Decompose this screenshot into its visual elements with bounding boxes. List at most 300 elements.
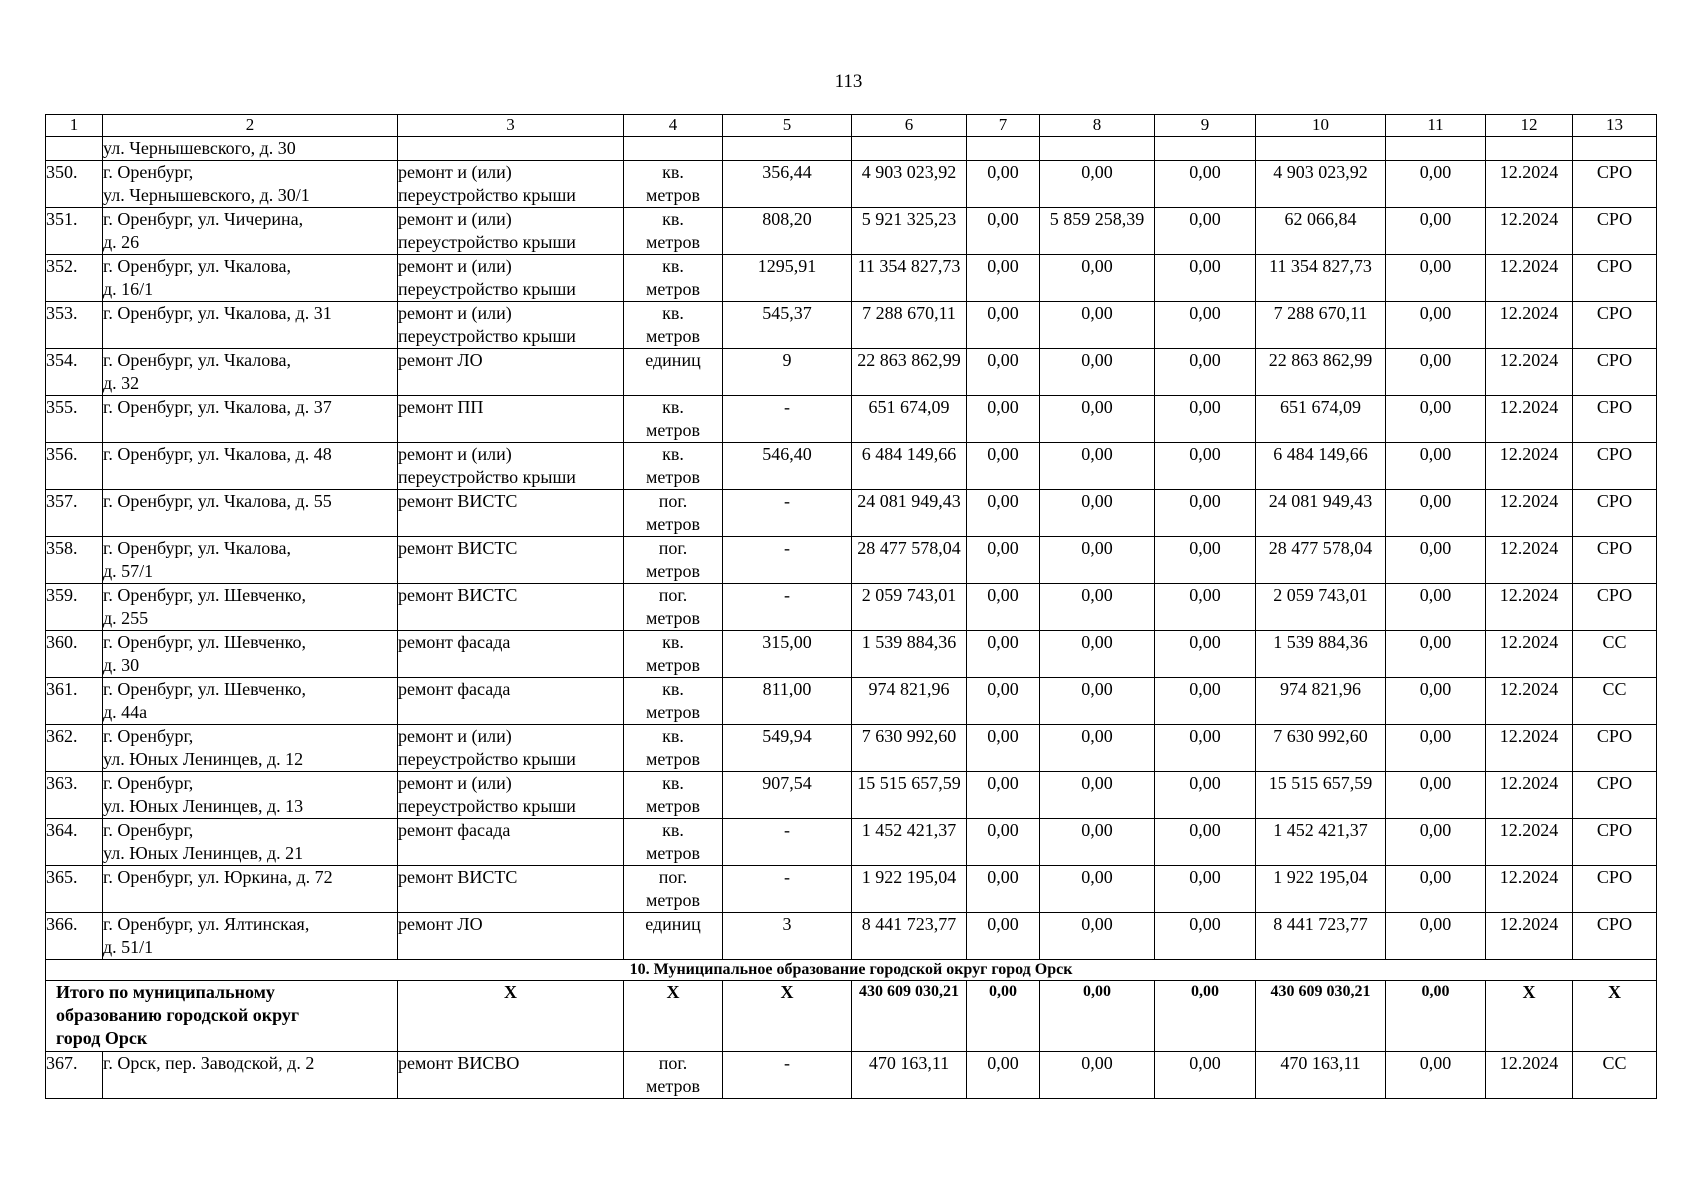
value-cell-c6: 15 515 657,59 [852,772,967,819]
work-type-cell [398,443,624,490]
total-cell-c7: 0,00 [967,981,1040,1052]
line-1: г. Оренбург, ул. Ялтинская, [103,914,310,934]
line-1: пог. [658,538,688,558]
value-cell-c7: 0,00 [967,490,1040,537]
value-cell-c10: 22 863 862,99 [1256,349,1386,396]
value-cell-c12: 12.2024 [1486,490,1573,537]
line-2: д. 255 [103,608,149,628]
line-1: ремонт и (или) [398,209,512,229]
unit-cell [624,255,723,302]
line-2: переустройство крыши [398,749,576,769]
row-number-cell: 361. [46,678,103,725]
row-number-cell: 354. [46,349,103,396]
total-cell-c9: 0,00 [1155,981,1256,1052]
address-cell [103,161,398,208]
value-cell-c5: 3 [723,913,852,960]
line-1: г. Оренбург, ул. Чичерина, [103,209,304,229]
line-2: переустройство крыши [398,185,576,205]
value-cell-c11: 0,00 [1386,537,1486,584]
column-number: 5 [723,115,852,137]
line-2: метров [646,467,700,487]
value-cell-c5: 315,00 [723,631,852,678]
value-cell-c9: 0,00 [1155,349,1256,396]
line-1: пог. [658,1053,688,1073]
work-type-cell [398,678,624,725]
value-cell-c12: 12.2024 [1486,819,1573,866]
total-row [46,981,1657,1052]
column-number: 6 [852,115,967,137]
line-2: метров [646,655,700,675]
value-cell-c5: - [723,1052,852,1099]
contractor-type-cell: СРО [1573,161,1657,208]
address-cell [103,866,398,913]
value-cell-c8: 0,00 [1040,490,1155,537]
line-1: г. Оренбург, [103,820,194,840]
column-number: 3 [398,115,624,137]
value-cell-c7: 0,00 [967,255,1040,302]
table-row [46,161,1657,208]
repair-program-table [45,114,1657,1099]
value-cell-c8: 0,00 [1040,537,1155,584]
line-1: единиц [645,914,701,934]
row-number-cell: 350. [46,161,103,208]
line-1: кв. [662,444,684,464]
line-2: метров [646,561,700,581]
line-1: кв. [662,303,684,323]
address-cell [103,913,398,960]
unit-cell [624,349,723,396]
value-cell-c10: 1 452 421,37 [1256,819,1386,866]
line-1: г. Оренбург, ул. Шевченко, [103,679,306,699]
value-cell-c12: 12.2024 [1486,161,1573,208]
unit-cell [624,725,723,772]
value-cell-c12: 12.2024 [1486,866,1573,913]
column-number: 13 [1573,115,1657,137]
line-1: кв. [662,632,684,652]
line-2: переустройство крыши [398,467,576,487]
line-1: кв. [662,820,684,840]
address-cell [103,208,398,255]
page-number: 113 [834,71,863,92]
line-1: пог. [658,585,688,605]
line-2: переустройство крыши [398,279,576,299]
row-number-cell: 367. [46,1052,103,1099]
row-number-cell: 360. [46,631,103,678]
line-1: г. Оренбург, ул. Шевченко, [103,585,306,605]
value-cell-c11: 0,00 [1386,255,1486,302]
work-type-cell [398,537,624,584]
address-cell [103,349,398,396]
value-cell-c7: 0,00 [967,443,1040,490]
line-2: метров [646,702,700,722]
total-cell-c6: 430 609 030,21 [852,981,967,1052]
contractor-type-cell: СРО [1573,772,1657,819]
value-cell-c9: 0,00 [1155,302,1256,349]
line-2: метров [646,608,700,628]
value-cell-c5: - [723,866,852,913]
value-cell-c11: 0,00 [1386,866,1486,913]
line-2: метров [646,843,700,863]
line-1: г. Оренбург, ул. Чкалова, д. 37 [103,397,332,417]
value-cell-c9: 0,00 [1155,772,1256,819]
work-type-cell [398,913,624,960]
address-cell [103,1052,398,1099]
contractor-type-cell: СС [1573,678,1657,725]
unit-cell [624,1052,723,1099]
work-type-cell [398,584,624,631]
line-1: г. Оренбург, ул. Чкалова, д. 31 [103,303,332,323]
table-row [46,255,1657,302]
value-cell-c6: 4 903 023,92 [852,161,967,208]
value-cell-c9: 0,00 [1155,208,1256,255]
work-type-cell [398,208,624,255]
value-cell-c7: 0,00 [967,1052,1040,1099]
value-cell-c5: - [723,537,852,584]
value-cell-c9: 0,00 [1155,913,1256,960]
value-cell-c11: 0,00 [1386,396,1486,443]
line-1: г. Оренбург, [103,773,194,793]
contractor-type-cell: СРО [1573,208,1657,255]
line-1: г. Оренбург, ул. Чкалова, д. 55 [103,491,332,511]
value-cell-c12: 12.2024 [1486,396,1573,443]
table-row [46,396,1657,443]
value-cell-c12: 12.2024 [1486,537,1573,584]
line-2: метров [646,185,700,205]
total-label-line: образованию городской округ [56,1005,300,1025]
value-cell-c11: 0,00 [1386,349,1486,396]
value-cell-c9: 0,00 [1155,819,1256,866]
row-number-cell: 365. [46,866,103,913]
line-1: г. Оренбург, [103,162,194,182]
unit-cell [624,913,723,960]
unit-cell [624,396,723,443]
line-1: г. Оренбург, ул. Чкалова, [103,350,292,370]
value-cell-c11: 0,00 [1386,443,1486,490]
line-2: д. 26 [103,232,140,252]
cell-empty [398,137,624,161]
work-type-cell [398,1052,624,1099]
line-2: д. 16/1 [103,279,154,299]
table-body [46,115,1657,1099]
unit-cell [624,208,723,255]
address-cell [103,302,398,349]
line-1: г. Оренбург, ул. Шевченко, [103,632,306,652]
value-cell-c8: 0,00 [1040,725,1155,772]
line-2: ул. Чернышевского, д. 30/1 [103,185,310,205]
value-cell-c9: 0,00 [1155,490,1256,537]
column-number: 9 [1155,115,1256,137]
address-cell [103,443,398,490]
line-2: метров [646,326,700,346]
row-number-cell: 358. [46,537,103,584]
value-cell-c9: 0,00 [1155,678,1256,725]
value-cell-c9: 0,00 [1155,537,1256,584]
value-cell-c6: 11 354 827,73 [852,255,967,302]
value-cell-c10: 24 081 949,43 [1256,490,1386,537]
cell-empty [1040,137,1155,161]
address-cell [103,255,398,302]
contractor-type-cell: СРО [1573,396,1657,443]
value-cell-c12: 12.2024 [1486,208,1573,255]
cell-empty [624,137,723,161]
value-cell-c6: 974 821,96 [852,678,967,725]
line-2: метров [646,232,700,252]
value-cell-c8: 0,00 [1040,678,1155,725]
value-cell-c5: 549,94 [723,725,852,772]
line-1: ремонт фасада [398,820,511,840]
value-cell-c6: 5 921 325,23 [852,208,967,255]
address-cell [103,678,398,725]
contractor-type-cell: СРО [1573,725,1657,772]
value-cell-c6: 1 922 195,04 [852,866,967,913]
line-2: переустройство крыши [398,796,576,816]
line-1: ремонт ВИСТС [398,491,518,511]
address-cell [103,772,398,819]
line-1: ремонт ПП [398,397,484,417]
value-cell-c12: 12.2024 [1486,584,1573,631]
column-number: 7 [967,115,1040,137]
value-cell-c10: 6 484 149,66 [1256,443,1386,490]
line-1: г. Оренбург, ул. Чкалова, д. 48 [103,444,332,464]
table-row [46,349,1657,396]
value-cell-c8: 0,00 [1040,443,1155,490]
line-1: кв. [662,726,684,746]
table-row [46,725,1657,772]
value-cell-c11: 0,00 [1386,678,1486,725]
work-type-cell [398,819,624,866]
unit-cell [624,631,723,678]
value-cell-c5: 356,44 [723,161,852,208]
work-type-cell [398,725,624,772]
contractor-type-cell: СРО [1573,913,1657,960]
row-number-cell: 363. [46,772,103,819]
value-cell-c6: 6 484 149,66 [852,443,967,490]
contractor-type-cell: СРО [1573,584,1657,631]
address-cell [103,537,398,584]
value-cell-c8: 0,00 [1040,866,1155,913]
value-cell-c10: 470 163,11 [1256,1052,1386,1099]
line-2: ул. Юных Ленинцев, д. 13 [103,796,304,816]
line-2: д. 30 [103,655,140,675]
value-cell-c6: 470 163,11 [852,1052,967,1099]
line-1: ремонт ВИСТС [398,585,518,605]
column-number: 10 [1256,115,1386,137]
value-cell-c7: 0,00 [967,725,1040,772]
contractor-type-cell: СРО [1573,443,1657,490]
column-number: 1 [46,115,103,137]
contractor-type-cell: СРО [1573,490,1657,537]
value-cell-c9: 0,00 [1155,255,1256,302]
value-cell-c5: - [723,819,852,866]
value-cell-c5: 545,37 [723,302,852,349]
address-cell [103,819,398,866]
value-cell-c8: 0,00 [1040,772,1155,819]
table-row [46,678,1657,725]
work-type-cell [398,490,624,537]
value-cell-c5: 811,00 [723,678,852,725]
work-type-cell [398,255,624,302]
line-1: ремонт ВИСТС [398,538,518,558]
value-cell-c10: 1 539 884,36 [1256,631,1386,678]
contractor-type-cell: СРО [1573,819,1657,866]
table-row [46,443,1657,490]
row-number-cell: 359. [46,584,103,631]
value-cell-c6: 651 674,09 [852,396,967,443]
value-cell-c10: 651 674,09 [1256,396,1386,443]
table-row [46,819,1657,866]
value-cell-c9: 0,00 [1155,584,1256,631]
unit-cell [624,537,723,584]
contractor-type-cell: СРО [1573,537,1657,584]
address-cell [103,584,398,631]
value-cell-c6: 28 477 578,04 [852,537,967,584]
line-2: д. 32 [103,373,140,393]
total-label-line: город Орск [56,1028,148,1048]
line-1: кв. [662,679,684,699]
total-cell-c3: X [398,981,624,1052]
value-cell-c8: 0,00 [1040,396,1155,443]
line-2: метров [646,796,700,816]
line-2: метров [646,749,700,769]
value-cell-c7: 0,00 [967,302,1040,349]
value-cell-c12: 12.2024 [1486,631,1573,678]
line-2: метров [646,279,700,299]
address-cell [103,725,398,772]
value-cell-c11: 0,00 [1386,208,1486,255]
value-cell-c11: 0,00 [1386,302,1486,349]
cell-empty [1256,137,1386,161]
value-cell-c9: 0,00 [1155,396,1256,443]
address-cell [103,490,398,537]
cell-empty [852,137,967,161]
line-1: ремонт ВИСВО [398,1053,520,1073]
value-cell-c8: 0,00 [1040,913,1155,960]
row-number-cell: 362. [46,725,103,772]
row-number-cell: 351. [46,208,103,255]
line-1: ремонт и (или) [398,303,512,323]
line-1: г. Оренбург, [103,726,194,746]
value-cell-c8: 0,00 [1040,584,1155,631]
value-cell-c11: 0,00 [1386,490,1486,537]
value-cell-c12: 12.2024 [1486,678,1573,725]
value-cell-c7: 0,00 [967,631,1040,678]
line-2: д. 57/1 [103,561,154,581]
line-1: пог. [658,867,688,887]
value-cell-c7: 0,00 [967,537,1040,584]
line-1: ремонт ЛО [398,914,483,934]
line-1: ремонт ВИСТС [398,867,518,887]
contractor-type-cell: СРО [1573,302,1657,349]
line-1: г. Оренбург, ул. Чкалова, [103,256,292,276]
value-cell-c11: 0,00 [1386,772,1486,819]
unit-cell [624,161,723,208]
line-1: ремонт и (или) [398,773,512,793]
table-row [46,490,1657,537]
value-cell-c11: 0,00 [1386,725,1486,772]
value-cell-c8: 5 859 258,39 [1040,208,1155,255]
column-number: 8 [1040,115,1155,137]
contractor-type-cell: СРО [1573,349,1657,396]
work-type-cell [398,161,624,208]
value-cell-c10: 2 059 743,01 [1256,584,1386,631]
total-cell-c5: X [723,981,852,1052]
cell-empty [1386,137,1486,161]
line-1: г. Орск, пер. Заводской, д. 2 [103,1053,315,1073]
value-cell-c5: 546,40 [723,443,852,490]
value-cell-c5: - [723,584,852,631]
value-cell-c7: 0,00 [967,772,1040,819]
row-number-cell: 355. [46,396,103,443]
total-label-line: Итого по муниципальному [56,982,275,1002]
value-cell-c12: 12.2024 [1486,349,1573,396]
table-row [46,208,1657,255]
line-1: единиц [645,350,701,370]
work-type-cell [398,302,624,349]
cell-empty [1573,137,1657,161]
total-cell-c12: X [1486,981,1573,1052]
value-cell-c9: 0,00 [1155,866,1256,913]
table-row [46,631,1657,678]
cell-empty [723,137,852,161]
value-cell-c7: 0,00 [967,913,1040,960]
total-label [46,981,398,1052]
line-2: д. 44а [103,702,148,722]
table-row [46,584,1657,631]
value-cell-c12: 12.2024 [1486,302,1573,349]
value-cell-c12: 12.2024 [1486,443,1573,490]
value-cell-c9: 0,00 [1155,725,1256,772]
value-cell-c6: 24 081 949,43 [852,490,967,537]
unit-cell [624,772,723,819]
total-cell-c13: X [1573,981,1657,1052]
value-cell-c12: 12.2024 [1486,913,1573,960]
value-cell-c5: - [723,396,852,443]
value-cell-c6: 22 863 862,99 [852,349,967,396]
line-1: г. Оренбург, ул. Чкалова, [103,538,292,558]
value-cell-c10: 1 922 195,04 [1256,866,1386,913]
address-cell [103,631,398,678]
work-type-cell [398,396,624,443]
total-cell-c4: X [624,981,723,1052]
section-header-row [46,960,1657,981]
value-cell-c10: 7 630 992,60 [1256,725,1386,772]
row-number-cell: 366. [46,913,103,960]
value-cell-c11: 0,00 [1386,819,1486,866]
value-cell-c10: 4 903 023,92 [1256,161,1386,208]
line-2: переустройство крыши [398,326,576,346]
value-cell-c12: 12.2024 [1486,1052,1573,1099]
line-1: кв. [662,397,684,417]
line-2: метров [646,420,700,440]
value-cell-c8: 0,00 [1040,255,1155,302]
value-cell-c6: 7 630 992,60 [852,725,967,772]
row-number-cell: 364. [46,819,103,866]
value-cell-c10: 15 515 657,59 [1256,772,1386,819]
total-cell-c11: 0,00 [1386,981,1486,1052]
value-cell-c12: 12.2024 [1486,255,1573,302]
value-cell-c9: 0,00 [1155,161,1256,208]
value-cell-c10: 7 288 670,11 [1256,302,1386,349]
value-cell-c11: 0,00 [1386,1052,1486,1099]
cell-empty [967,137,1040,161]
line-1: пог. [658,491,688,511]
section-header: 10. Муниципальное образование городской округ город Орск [46,960,1657,981]
value-cell-c7: 0,00 [967,208,1040,255]
value-cell-c6: 2 059 743,01 [852,584,967,631]
work-type-cell [398,631,624,678]
value-cell-c6: 8 441 723,77 [852,913,967,960]
table-row [46,537,1657,584]
